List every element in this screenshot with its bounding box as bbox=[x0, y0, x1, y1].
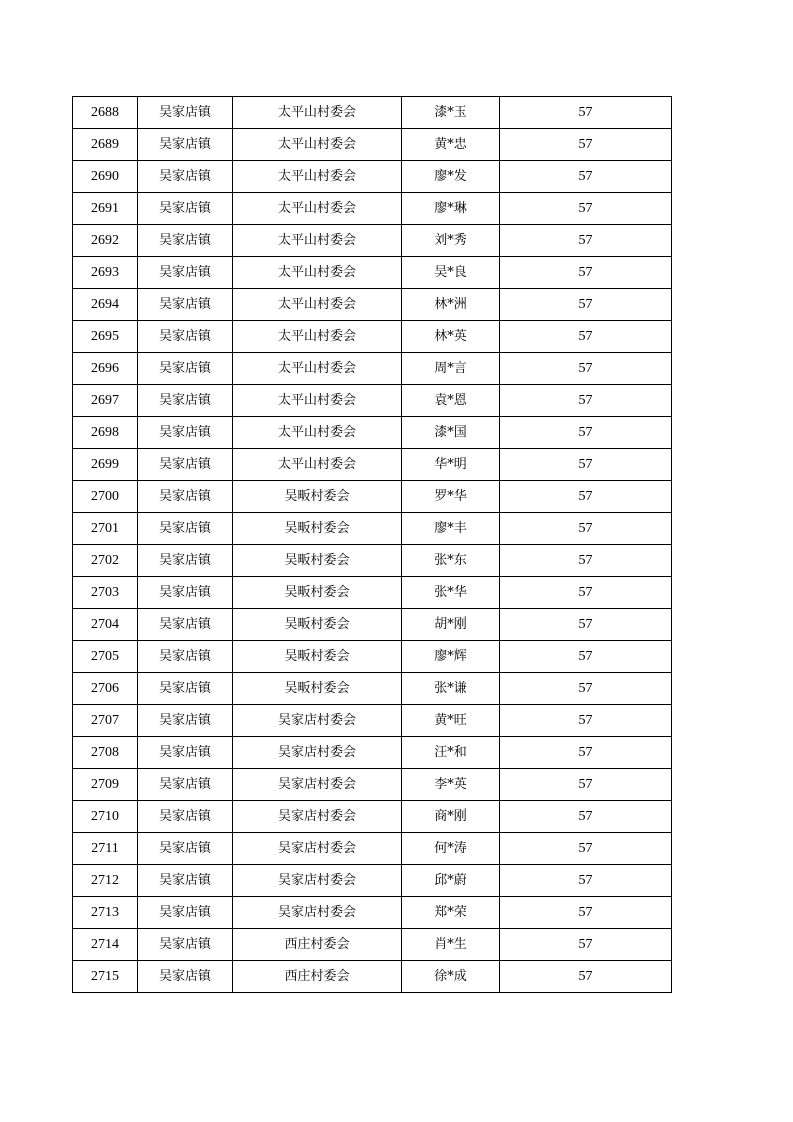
person-name-cell: 廖*发 bbox=[402, 161, 500, 193]
village-committee-cell: 吴家店村委会 bbox=[233, 769, 402, 801]
person-name-cell: 李*英 bbox=[402, 769, 500, 801]
person-name-cell: 黄*忠 bbox=[402, 129, 500, 161]
table-row bbox=[73, 545, 672, 577]
town-cell: 吴家店镇 bbox=[138, 193, 233, 225]
amount-cell: 57 bbox=[500, 97, 672, 129]
table-row bbox=[73, 481, 672, 513]
amount-cell: 57 bbox=[500, 865, 672, 897]
table-row bbox=[73, 865, 672, 897]
table-row bbox=[73, 577, 672, 609]
person-name-cell: 廖*琳 bbox=[402, 193, 500, 225]
person-name-cell: 袁*恩 bbox=[402, 385, 500, 417]
village-committee-cell: 太平山村委会 bbox=[233, 225, 402, 257]
amount-cell: 57 bbox=[500, 673, 672, 705]
table-row bbox=[73, 353, 672, 385]
village-committee-cell: 吴家店村委会 bbox=[233, 865, 402, 897]
town-cell: 吴家店镇 bbox=[138, 161, 233, 193]
person-name-cell: 林*洲 bbox=[402, 289, 500, 321]
amount-cell: 57 bbox=[500, 353, 672, 385]
town-cell: 吴家店镇 bbox=[138, 129, 233, 161]
village-committee-cell: 吴畈村委会 bbox=[233, 641, 402, 673]
town-cell: 吴家店镇 bbox=[138, 353, 233, 385]
amount-cell: 57 bbox=[500, 385, 672, 417]
serial-number-cell: 2697 bbox=[73, 385, 138, 417]
town-cell: 吴家店镇 bbox=[138, 481, 233, 513]
serial-number-cell: 2692 bbox=[73, 225, 138, 257]
village-committee-cell: 太平山村委会 bbox=[233, 97, 402, 129]
town-cell: 吴家店镇 bbox=[138, 801, 233, 833]
amount-cell: 57 bbox=[500, 193, 672, 225]
person-name-cell: 漆*国 bbox=[402, 417, 500, 449]
person-name-cell: 郑*荣 bbox=[402, 897, 500, 929]
town-cell: 吴家店镇 bbox=[138, 769, 233, 801]
village-committee-cell: 吴畈村委会 bbox=[233, 609, 402, 641]
town-cell: 吴家店镇 bbox=[138, 609, 233, 641]
serial-number-cell: 2695 bbox=[73, 321, 138, 353]
person-name-cell: 廖*丰 bbox=[402, 513, 500, 545]
person-name-cell: 张*华 bbox=[402, 577, 500, 609]
amount-cell: 57 bbox=[500, 929, 672, 961]
person-name-cell: 徐*成 bbox=[402, 961, 500, 993]
table-row bbox=[73, 513, 672, 545]
person-name-cell: 华*明 bbox=[402, 449, 500, 481]
person-name-cell: 汪*和 bbox=[402, 737, 500, 769]
table-row bbox=[73, 193, 672, 225]
table-row bbox=[73, 737, 672, 769]
town-cell: 吴家店镇 bbox=[138, 513, 233, 545]
table-row bbox=[73, 129, 672, 161]
town-cell: 吴家店镇 bbox=[138, 257, 233, 289]
serial-number-cell: 2712 bbox=[73, 865, 138, 897]
person-name-cell: 商*刚 bbox=[402, 801, 500, 833]
town-cell: 吴家店镇 bbox=[138, 449, 233, 481]
table-row bbox=[73, 321, 672, 353]
town-cell: 吴家店镇 bbox=[138, 737, 233, 769]
village-committee-cell: 吴家店村委会 bbox=[233, 801, 402, 833]
village-committee-cell: 太平山村委会 bbox=[233, 289, 402, 321]
data-table bbox=[72, 96, 672, 993]
village-committee-cell: 太平山村委会 bbox=[233, 385, 402, 417]
town-cell: 吴家店镇 bbox=[138, 929, 233, 961]
table-row bbox=[73, 705, 672, 737]
town-cell: 吴家店镇 bbox=[138, 705, 233, 737]
serial-number-cell: 2710 bbox=[73, 801, 138, 833]
table-row bbox=[73, 257, 672, 289]
amount-cell: 57 bbox=[500, 609, 672, 641]
village-committee-cell: 太平山村委会 bbox=[233, 161, 402, 193]
amount-cell: 57 bbox=[500, 449, 672, 481]
serial-number-cell: 2701 bbox=[73, 513, 138, 545]
table-row bbox=[73, 897, 672, 929]
amount-cell: 57 bbox=[500, 513, 672, 545]
amount-cell: 57 bbox=[500, 257, 672, 289]
person-name-cell: 黄*旺 bbox=[402, 705, 500, 737]
table-row bbox=[73, 673, 672, 705]
village-committee-cell: 吴畈村委会 bbox=[233, 673, 402, 705]
table-row bbox=[73, 385, 672, 417]
village-committee-cell: 吴家店村委会 bbox=[233, 705, 402, 737]
table-row bbox=[73, 801, 672, 833]
table-row bbox=[73, 161, 672, 193]
serial-number-cell: 2690 bbox=[73, 161, 138, 193]
town-cell: 吴家店镇 bbox=[138, 865, 233, 897]
serial-number-cell: 2698 bbox=[73, 417, 138, 449]
village-committee-cell: 吴畈村委会 bbox=[233, 481, 402, 513]
serial-number-cell: 2713 bbox=[73, 897, 138, 929]
serial-number-cell: 2700 bbox=[73, 481, 138, 513]
village-committee-cell: 吴畈村委会 bbox=[233, 513, 402, 545]
person-name-cell: 漆*玉 bbox=[402, 97, 500, 129]
serial-number-cell: 2691 bbox=[73, 193, 138, 225]
village-committee-cell: 太平山村委会 bbox=[233, 321, 402, 353]
village-committee-cell: 太平山村委会 bbox=[233, 417, 402, 449]
village-committee-cell: 吴畈村委会 bbox=[233, 545, 402, 577]
amount-cell: 57 bbox=[500, 769, 672, 801]
person-name-cell: 邱*蔚 bbox=[402, 865, 500, 897]
town-cell: 吴家店镇 bbox=[138, 641, 233, 673]
serial-number-cell: 2693 bbox=[73, 257, 138, 289]
amount-cell: 57 bbox=[500, 641, 672, 673]
table-row bbox=[73, 961, 672, 993]
town-cell: 吴家店镇 bbox=[138, 961, 233, 993]
serial-number-cell: 2711 bbox=[73, 833, 138, 865]
person-name-cell: 廖*辉 bbox=[402, 641, 500, 673]
table-row bbox=[73, 833, 672, 865]
town-cell: 吴家店镇 bbox=[138, 897, 233, 929]
village-committee-cell: 吴畈村委会 bbox=[233, 577, 402, 609]
town-cell: 吴家店镇 bbox=[138, 545, 233, 577]
table-row bbox=[73, 417, 672, 449]
serial-number-cell: 2705 bbox=[73, 641, 138, 673]
serial-number-cell: 2707 bbox=[73, 705, 138, 737]
amount-cell: 57 bbox=[500, 705, 672, 737]
table-body bbox=[73, 97, 672, 993]
serial-number-cell: 2709 bbox=[73, 769, 138, 801]
amount-cell: 57 bbox=[500, 129, 672, 161]
table-row bbox=[73, 289, 672, 321]
village-committee-cell: 吴家店村委会 bbox=[233, 833, 402, 865]
person-name-cell: 周*言 bbox=[402, 353, 500, 385]
amount-cell: 57 bbox=[500, 961, 672, 993]
village-committee-cell: 太平山村委会 bbox=[233, 129, 402, 161]
serial-number-cell: 2702 bbox=[73, 545, 138, 577]
person-name-cell: 胡*刚 bbox=[402, 609, 500, 641]
town-cell: 吴家店镇 bbox=[138, 673, 233, 705]
serial-number-cell: 2704 bbox=[73, 609, 138, 641]
table-row bbox=[73, 769, 672, 801]
serial-number-cell: 2708 bbox=[73, 737, 138, 769]
amount-cell: 57 bbox=[500, 225, 672, 257]
person-name-cell: 吴*良 bbox=[402, 257, 500, 289]
amount-cell: 57 bbox=[500, 737, 672, 769]
person-name-cell: 罗*华 bbox=[402, 481, 500, 513]
table-row bbox=[73, 609, 672, 641]
serial-number-cell: 2688 bbox=[73, 97, 138, 129]
serial-number-cell: 2689 bbox=[73, 129, 138, 161]
town-cell: 吴家店镇 bbox=[138, 833, 233, 865]
town-cell: 吴家店镇 bbox=[138, 385, 233, 417]
village-committee-cell: 西庄村委会 bbox=[233, 929, 402, 961]
town-cell: 吴家店镇 bbox=[138, 577, 233, 609]
amount-cell: 57 bbox=[500, 161, 672, 193]
table-row bbox=[73, 641, 672, 673]
village-committee-cell: 太平山村委会 bbox=[233, 257, 402, 289]
village-committee-cell: 太平山村委会 bbox=[233, 449, 402, 481]
table-row bbox=[73, 929, 672, 961]
amount-cell: 57 bbox=[500, 833, 672, 865]
amount-cell: 57 bbox=[500, 481, 672, 513]
table-row bbox=[73, 449, 672, 481]
serial-number-cell: 2703 bbox=[73, 577, 138, 609]
town-cell: 吴家店镇 bbox=[138, 289, 233, 321]
person-name-cell: 张*谦 bbox=[402, 673, 500, 705]
table-row bbox=[73, 225, 672, 257]
serial-number-cell: 2696 bbox=[73, 353, 138, 385]
amount-cell: 57 bbox=[500, 801, 672, 833]
serial-number-cell: 2715 bbox=[73, 961, 138, 993]
amount-cell: 57 bbox=[500, 417, 672, 449]
village-committee-cell: 太平山村委会 bbox=[233, 353, 402, 385]
amount-cell: 57 bbox=[500, 289, 672, 321]
person-name-cell: 何*涛 bbox=[402, 833, 500, 865]
table-row bbox=[73, 97, 672, 129]
village-committee-cell: 太平山村委会 bbox=[233, 193, 402, 225]
village-committee-cell: 吴家店村委会 bbox=[233, 897, 402, 929]
person-name-cell: 刘*秀 bbox=[402, 225, 500, 257]
town-cell: 吴家店镇 bbox=[138, 417, 233, 449]
town-cell: 吴家店镇 bbox=[138, 97, 233, 129]
serial-number-cell: 2706 bbox=[73, 673, 138, 705]
person-name-cell: 张*东 bbox=[402, 545, 500, 577]
amount-cell: 57 bbox=[500, 897, 672, 929]
serial-number-cell: 2714 bbox=[73, 929, 138, 961]
person-name-cell: 肖*生 bbox=[402, 929, 500, 961]
amount-cell: 57 bbox=[500, 321, 672, 353]
village-committee-cell: 吴家店村委会 bbox=[233, 737, 402, 769]
town-cell: 吴家店镇 bbox=[138, 225, 233, 257]
town-cell: 吴家店镇 bbox=[138, 321, 233, 353]
serial-number-cell: 2699 bbox=[73, 449, 138, 481]
amount-cell: 57 bbox=[500, 577, 672, 609]
person-name-cell: 林*英 bbox=[402, 321, 500, 353]
serial-number-cell: 2694 bbox=[73, 289, 138, 321]
village-committee-cell: 西庄村委会 bbox=[233, 961, 402, 993]
amount-cell: 57 bbox=[500, 545, 672, 577]
